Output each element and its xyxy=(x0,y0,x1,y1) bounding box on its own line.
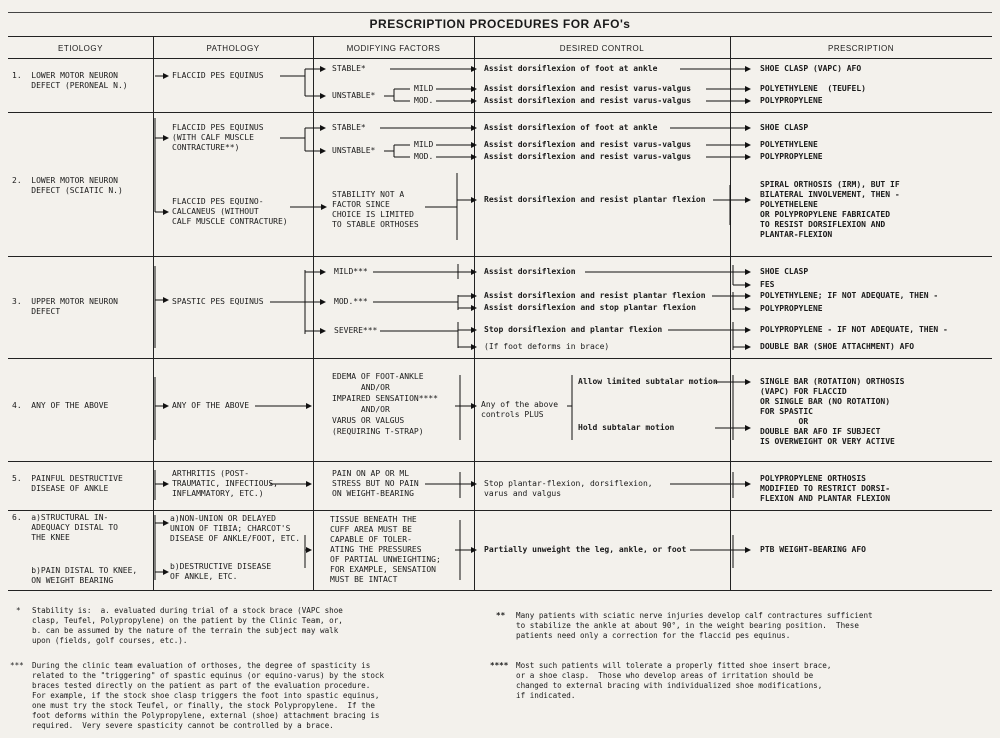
row4-pathology: ANY OF THE ABOVE xyxy=(172,401,250,410)
row3-severe: SEVERE*** xyxy=(334,326,378,335)
row4-etiology: 4. ANY OF THE ABOVE xyxy=(12,401,109,410)
row2-pathology-b: FLACCID PES EQUINO- CALCANEUS (WITHOUT CALF MUSCLE CONTRACTURE) xyxy=(172,197,288,226)
row4-control: Any of the above controls PLUS xyxy=(481,400,559,419)
row2-stable: STABLE* xyxy=(332,123,366,132)
row2-rx-stable: SHOE CLASP xyxy=(760,123,809,132)
row4-hold-subtalar: Hold subtalar motion xyxy=(578,423,675,432)
row3-pathology: SPASTIC PES EQUINUS xyxy=(172,297,264,306)
footnote-3: During the clinic team evaluation of orthoses, the degree of spasticity is related to the "triggering" of spastic equinus (or equino-varus) by the stock braces tested directly on the patient as part of the evaluation procedure. For example, if the stock shoe clasp triggers the foot into spastic equinus, one must try the stock Teufel, or finally, the stock Polypropylene. If the foot deforms within the Polypropylene, external (shoe) attachment bracing is required. Very severe spasticity cannot be controlled by a brace. xyxy=(32,661,385,730)
row1-rx-mod: POLYPROPYLENE xyxy=(760,96,823,105)
footnote-4: Most such patients will tolerate a properly fitted shoe insert brace, or a shoe clasp. Those who develop areas of irritation should be changed to external bracing with individualized shoe modifications, if indicated. xyxy=(516,661,832,700)
row1-pathology: FLACCID PES EQUINUS xyxy=(172,71,264,80)
row1-stable: STABLE* xyxy=(332,64,366,73)
row6-factors: TISSUE BENEATH THE CUFF AREA MUST BE CAPABLE OF TOLER- ATING THE PRESSURES OF PARTIAL UNWEIGHTING; FOR EXAMPLE, SENSATION MUST BE INTACT xyxy=(330,515,441,584)
header-prescription: PRESCRIPTION xyxy=(827,44,894,53)
row5-rx: POLYPROPYLENE ORTHOSIS MODIFIED TO RESTRICT DORSI- FLEXION AND PLANTAR FLEXION xyxy=(760,474,891,503)
row1-unstable: UNSTABLE* xyxy=(332,91,376,100)
row1-etiology: 1. LOWER MOTOR NEURON DEFECT (PERONEAL N.) xyxy=(12,71,128,90)
row2-control-mod: Assist dorsiflexion and resist varus-valgus xyxy=(484,152,692,161)
row1-rx-mild: POLYETHYLENE (TEUFEL) xyxy=(760,84,866,93)
row1-control-stable: Assist dorsiflexion of foot at ankle xyxy=(484,64,658,73)
footnote-4-mark: **** xyxy=(490,661,509,670)
row4-rx: SINGLE BAR (ROTATION) ORTHOSIS (VAPC) FOR FLACCID OR SINGLE BAR (NO ROTATION) FOR SPASTIC OR DOUBLE BAR AFO IF SUBJECT IS OVERWEIGHT OR VERY ACTIVE xyxy=(760,377,905,446)
row5-factors: PAIN ON AP OR ML STRESS BUT NO PAIN ON WEIGHT-BEARING xyxy=(332,469,419,498)
row3-rx-poly2: POLYPROPYLENE xyxy=(760,304,823,313)
row6-etiology-a: 6. a)STRUCTURAL IN- ADEQUACY DISTAL TO THE KNEE xyxy=(12,513,118,542)
page-title: PRESCRIPTION PROCEDURES FOR AFO's xyxy=(369,17,631,31)
row4-factors: EDEMA OF FOOT-ANKLE AND/OR IMPAIRED SENSATION**** AND/OR VARUS OR VALGUS (REQUIRING T-STRAP) xyxy=(332,372,438,436)
row6-control: Partially unweight the leg, ankle, or foot xyxy=(484,545,687,554)
row2-control-b: Resist dorsiflexion and resist plantar flexion xyxy=(484,195,706,204)
row3-control-severe2: (If foot deforms in brace) xyxy=(484,342,610,351)
row6-etiology-b: b)PAIN DISTAL TO KNEE, ON WEIGHT BEARING xyxy=(31,566,138,585)
row2-mild: MILD xyxy=(414,140,434,149)
footnote-1-mark: * xyxy=(16,606,21,615)
row3-control-mild: Assist dorsiflexion xyxy=(484,267,576,276)
row6-pathology-b: b)DESTRUCTIVE DISEASE OF ANKLE, ETC. xyxy=(170,562,272,581)
header-desired-control: DESIRED CONTROL xyxy=(559,44,645,53)
row1-control-mild: Assist dorsiflexion and resist varus-valgus xyxy=(484,84,692,93)
row2-rx-mild: POLYETHYLENE xyxy=(760,140,818,149)
row2-pathology-a: FLACCID PES EQUINUS (WITH CALF MUSCLE CONTRACTURE**) xyxy=(172,123,264,152)
row2-factor-b: STABILITY NOT A FACTOR SINCE CHOICE IS LIMITED TO STABLE ORTHOSES xyxy=(332,190,419,229)
row6-rx: PTB WEIGHT-BEARING AFO xyxy=(760,545,866,554)
row3-control-severe1: Stop dorsiflexion and plantar flexion xyxy=(484,325,663,334)
row2-control-stable: Assist dorsiflexion of foot at ankle xyxy=(484,123,658,132)
row2-unstable: UNSTABLE* xyxy=(332,146,376,155)
row3-rx-clasp: SHOE CLASP xyxy=(760,267,809,276)
row2-mod: MOD. xyxy=(414,152,434,161)
row3-control-mod2: Assist dorsiflexion and stop plantar flexion xyxy=(484,303,696,312)
row3-rx-poly1: POLYETHYLENE; IF NOT ADEQUATE, THEN - xyxy=(760,291,939,300)
row2-control-mild: Assist dorsiflexion and resist varus-valgus xyxy=(484,140,692,149)
footnote-2: Many patients with sciatic nerve injuries develop calf contractures sufficient to stabilize the ankle at about 90°, in the weight bearing position. These patients need only a correction for the flaccid pes equinus. xyxy=(516,611,873,640)
header-pathology: PATHOLOGY xyxy=(206,44,260,53)
footnote-3-mark: *** xyxy=(10,661,24,670)
row6-pathology-a: a)NON-UNION OR DELAYED UNION OF TIBIA; CHARCOT'S DISEASE OF ANKLE/FOOT, ETC. xyxy=(170,514,301,543)
header-etiology: ETIOLOGY xyxy=(58,44,103,53)
row3-rx-severe2: DOUBLE BAR (SHOE ATTACHMENT) AFO xyxy=(760,342,915,351)
row3-mod: MOD.*** xyxy=(334,297,368,306)
row5-control: Stop plantar-flexion, dorsiflexion, varus and valgus xyxy=(484,479,653,498)
footnote-1: Stability is: a. evaluated during trial of a stock brace (VAPC shoe clasp, Teufel, Polypropylene) on the patient by the Clinic Team, or, b. can be assumed by the nature of the terrain the subject may walk upon (fields, golf courses, etc.). xyxy=(32,606,343,645)
row3-rx-fes: FES xyxy=(760,280,775,289)
row3-rx-severe1: POLYPROPYLENE - IF NOT ADEQUATE, THEN - xyxy=(760,325,948,334)
row1-control-mod: Assist dorsiflexion and resist varus-valgus xyxy=(484,96,692,105)
row3-mild: MILD*** xyxy=(334,267,368,276)
row5-pathology: ARTHRITIS (POST- TRAUMATIC, INFECTIOUS, INFLAMMATORY, ETC.) xyxy=(172,469,278,498)
row1-mild: MILD xyxy=(414,84,434,93)
row2-rx-b: SPIRAL ORTHOSIS (IRM), BUT IF BILATERAL INVOLVEMENT, THEN - POLYETHELENE OR POLYPROPYLENE FABRICATED TO RESIST DORSIFLEXION AND PLANTAR-FLEXION xyxy=(760,180,900,239)
row1-mod: MOD. xyxy=(414,96,434,105)
footnote-2-mark: ** xyxy=(496,611,506,620)
row1-rx-stable: SHOE CLASP (VAPC) AFO xyxy=(760,64,862,73)
header-modifying-factors: MODIFYING FACTORS xyxy=(346,44,441,53)
row5-etiology: 5. PAINFUL DESTRUCTIVE DISEASE OF ANKLE xyxy=(12,474,123,493)
row4-allow-subtalar: Allow limited subtalar motion xyxy=(578,377,718,386)
row2-etiology: 2. LOWER MOTOR NEURON DEFECT (SCIATIC N.) xyxy=(12,176,123,195)
row3-control-mod1: Assist dorsiflexion and resist plantar flexion xyxy=(484,291,706,300)
row3-etiology: 3. UPPER MOTOR NEURON DEFECT xyxy=(12,297,118,316)
row2-rx-mod: POLYPROPYLENE xyxy=(760,152,823,161)
